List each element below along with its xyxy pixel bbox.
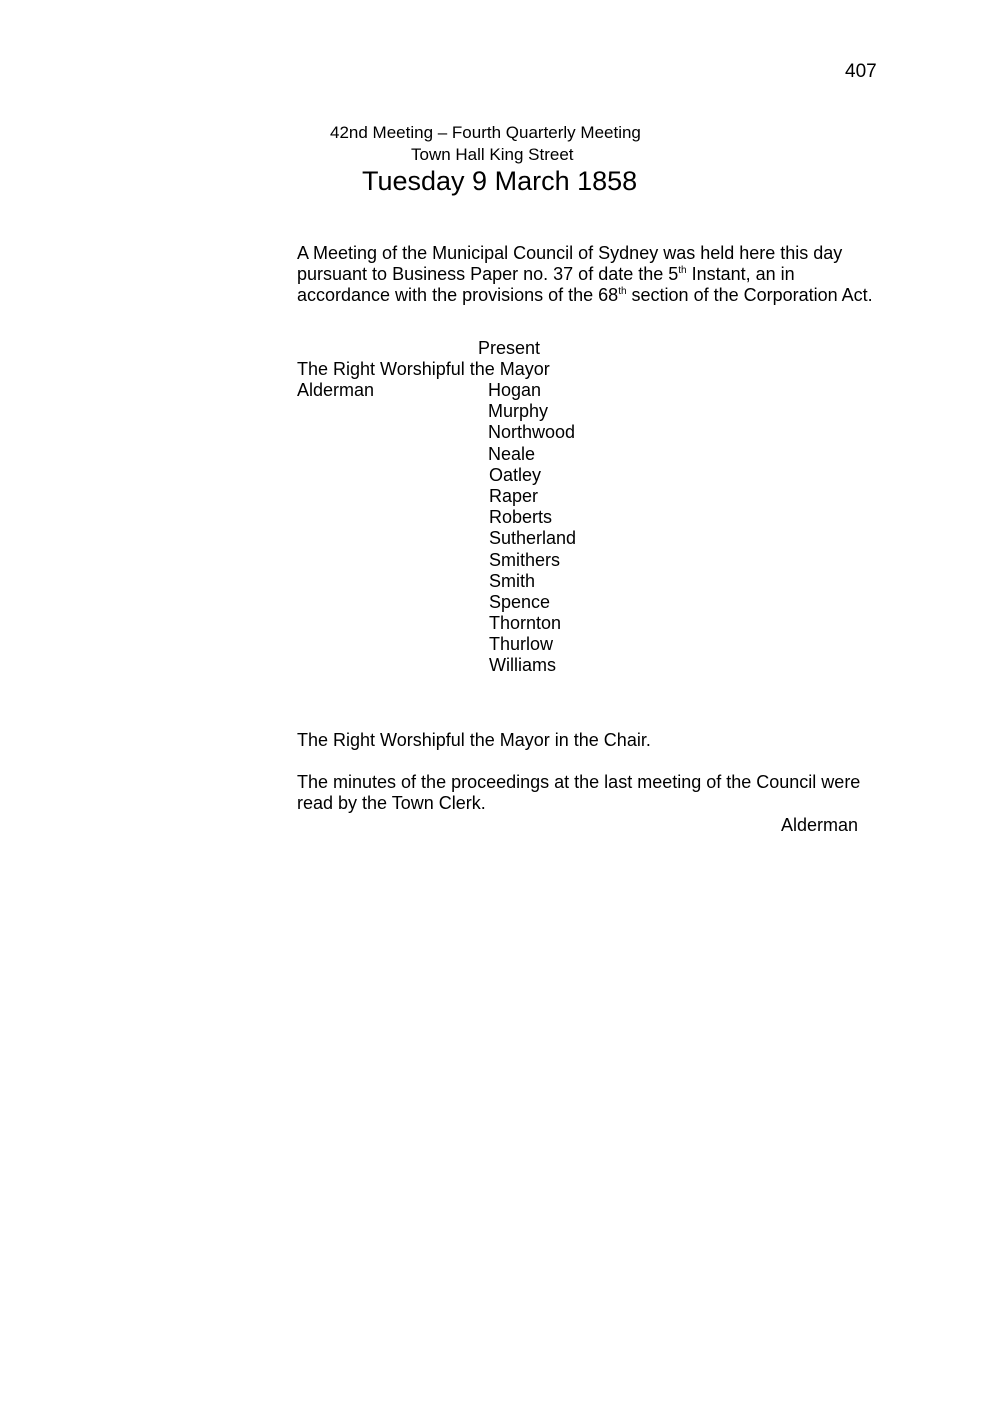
alderman-name: Sutherland <box>489 528 577 549</box>
alderman-name: Hogan <box>488 380 542 400</box>
intro-paragraph <box>297 243 917 307</box>
intro-line-2-rest: Instant, an in <box>686 264 795 285</box>
intro-line-1: A Meeting of the Municipal Council of Sydney was held here this day <box>297 243 843 263</box>
alderman-name: Smithers <box>489 549 561 570</box>
page-number: 407 <box>845 61 877 82</box>
mayor-line: The Right Worshipful the Mayor <box>297 359 550 379</box>
intro-line-3 <box>297 285 917 306</box>
alderman-name: Roberts <box>489 507 553 528</box>
present-heading: Present <box>478 338 541 358</box>
ordinal-suffix: th <box>618 286 627 298</box>
chair-statement: The Right Worshipful the Mayor in the Chair. <box>297 730 651 750</box>
alderman-name: Smith <box>489 570 536 591</box>
ordinal-suffix: th <box>678 265 687 277</box>
alderman-name: Williams <box>489 655 556 676</box>
meeting-venue: Town Hall King Street <box>411 145 574 164</box>
meeting-title: 42nd Meeting – Fourth Quarterly Meeting <box>330 123 641 142</box>
minutes-paragraph <box>297 772 917 814</box>
alderman-name: Neale <box>488 443 536 464</box>
catchword: Alderman <box>781 815 859 835</box>
meeting-date-heading: Tuesday 9 March 1858 <box>362 166 638 196</box>
alderman-name: Thurlow <box>489 634 554 655</box>
intro-line-2 <box>297 264 917 285</box>
alderman-name: Northwood <box>488 422 576 443</box>
minutes-line-1: The minutes of the proceedings at the last meeting of the Council were <box>297 772 861 792</box>
intro-line-3-text: accordance with the provisions of the 68 <box>297 285 619 306</box>
aldermen-list <box>488 380 576 677</box>
alderman-name: Spence <box>489 591 551 612</box>
alderman-name: Raper <box>489 485 539 506</box>
alderman-name: Thornton <box>489 613 562 634</box>
intro-line-3-rest: section of the Corporation Act. <box>626 285 873 306</box>
intro-line-2-text: pursuant to Business Paper no. 37 of date the 5 <box>297 264 679 285</box>
alderman-label: Alderman <box>297 380 375 400</box>
minutes-line-2: read by the Town Clerk. <box>297 793 486 814</box>
alderman-name: Murphy <box>488 401 549 422</box>
alderman-name: Oatley <box>489 464 542 485</box>
